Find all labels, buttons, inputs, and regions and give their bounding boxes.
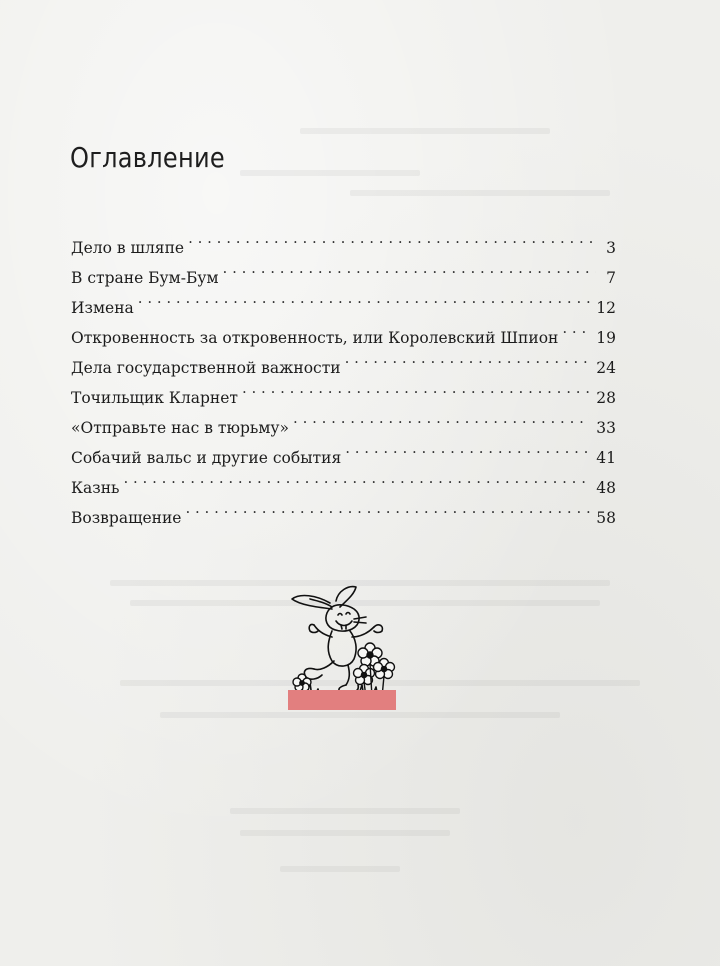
dot-leader bbox=[188, 223, 596, 253]
toc-entry-title: Собачий вальс и другие события bbox=[71, 449, 342, 467]
dot-leader bbox=[345, 343, 591, 373]
toc-entry-page: 58 bbox=[596, 509, 616, 527]
toc-entry bbox=[71, 463, 616, 497]
dot-leader bbox=[185, 493, 590, 523]
dot-leader bbox=[562, 313, 590, 343]
rabbit-with-flowers-icon bbox=[288, 585, 396, 710]
show-through-line bbox=[240, 830, 450, 836]
dot-leader bbox=[345, 433, 590, 463]
toc-entry bbox=[71, 313, 616, 347]
toc-entry-title: Измена bbox=[71, 299, 134, 317]
toc-entry-title: Откровенность за откровенность, или Королевский Шпион bbox=[71, 329, 559, 347]
dot-leader bbox=[223, 253, 596, 283]
toc-entry-title: Возвращение bbox=[71, 509, 182, 527]
toc-entry-page: 28 bbox=[596, 389, 616, 407]
toc-entry-page: 3 bbox=[606, 239, 616, 257]
show-through-line bbox=[160, 712, 560, 718]
toc-entry-page: 7 bbox=[606, 269, 616, 287]
toc-entry-title: В стране Бум-Бум bbox=[71, 269, 219, 287]
toc-entry-title: Дела государственной важности bbox=[71, 359, 341, 377]
toc-entry-page: 19 bbox=[596, 329, 616, 347]
dot-leader bbox=[138, 283, 590, 313]
toc-entry bbox=[71, 283, 616, 317]
illustration-ground-band bbox=[288, 690, 396, 710]
dot-leader bbox=[123, 463, 590, 493]
dot-leader bbox=[242, 373, 590, 403]
toc-entry-page: 24 bbox=[596, 359, 616, 377]
show-through-line bbox=[280, 866, 400, 872]
show-through-line bbox=[350, 190, 610, 196]
toc-entry-title: «Отправьте нас в тюрьму» bbox=[71, 419, 290, 437]
toc-entry-title: Точильщик Кларнет bbox=[71, 389, 238, 407]
toc-entry-page: 48 bbox=[596, 479, 616, 497]
toc-entry-page: 33 bbox=[596, 419, 616, 437]
toc-entry bbox=[71, 223, 616, 257]
toc-entry-page: 41 bbox=[596, 449, 616, 467]
toc-entry-title: Казнь bbox=[71, 479, 120, 497]
page-title: Оглавление bbox=[70, 140, 225, 174]
show-through-line bbox=[230, 808, 460, 814]
dot-leader bbox=[293, 403, 590, 433]
toc-entry-page: 12 bbox=[596, 299, 616, 317]
show-through-line bbox=[240, 170, 420, 176]
toc-entry bbox=[71, 493, 616, 527]
show-through-line bbox=[300, 128, 550, 134]
table-of-contents bbox=[71, 223, 616, 527]
toc-entry-title: Дело в шляпе bbox=[71, 239, 185, 257]
